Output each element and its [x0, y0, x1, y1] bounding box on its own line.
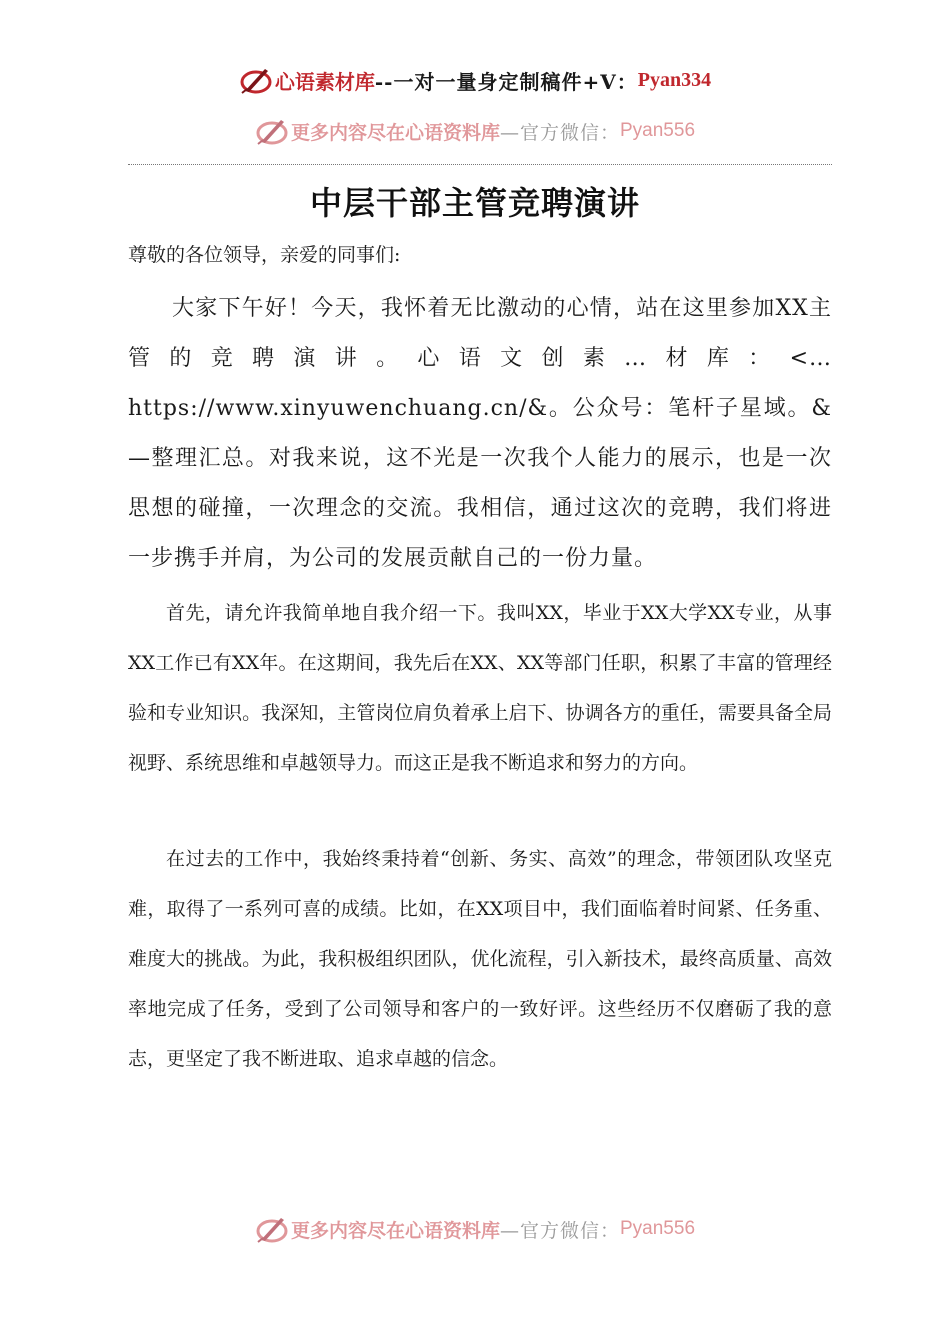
footer-promo-lead: 更多内容尽在心语资料库 [290, 1219, 500, 1242]
quill-pen-logo-icon [255, 116, 289, 146]
quill-pen-logo-icon [255, 1214, 289, 1244]
footer-promo-wechat-id: Pyan556 [620, 1218, 696, 1239]
paragraph-intro: 大家下午好！今天，我怀着无比激动的心情，站在这里参加XX主管的竞聘演讲。心语文创素…材库：<…https://www.xinyuwenchuang.cn/&。公众号：笔杆子星域。&—整理汇总。对我来说，这不光是一次我个人能力的展示，也是一次思想的碰撞，一次理念的交流。我相信，通过这次的竞聘，我们将进一步携手并肩，为公司的发展贡献自己的一份力量。 [128, 296, 832, 571]
paragraph-self-introduction: 首先，请允许我简单地自我介绍一下。我叫XX，毕业于XX大学XX专业，从事XX工作已有XX年。在这期间，我先后在XX、XX等部门任职，积累了丰富的管理经验和专业知识。我深知，主管岗位肩负着承上启下、协调各方的重任，需要具备全局视野、系统思维和卓越领导力。而这正是我不断追求和努力的方向。 [128, 602, 832, 774]
header-promo-line [0, 114, 950, 148]
promo-wechat-id: Pyan556 [620, 120, 696, 141]
brand-slogan: --一对一量身定制稿件+V： [374, 69, 638, 94]
promo-lead: 更多内容尽在心语资料库 [290, 121, 500, 144]
promo-middle: —官方微信： [499, 121, 620, 144]
brand-name: 心语素材库 [274, 69, 375, 94]
paragraph-achievements: 在过去的工作中，我始终秉持着“创新、务实、高效”的理念，带领团队攻坚克难，取得了一系列可喜的成绩。比如，在XX项目中，我们面临着时间紧、任务重、难度大的挑战。为此，我积极组织团队，优化流程，引入新技术，最终高质量、高效率地完成了任务，受到了公司领导和客户的一致好评。这些经历不仅磨砺了我的意志，更坚定了我不断进取、追求卓越的信念。 [128, 848, 832, 1070]
contact-id: Pyan334 [637, 68, 712, 91]
quill-pen-logo-icon [239, 65, 273, 95]
header-brand-line [0, 62, 950, 98]
header-divider [128, 164, 832, 165]
footer-promo-line [0, 1212, 950, 1246]
salutation: 尊敬的各位领导，亲爱的同事们: [128, 244, 401, 266]
document-title: 中层干部主管竞聘演讲 [309, 184, 640, 222]
footer-promo-middle: —官方微信： [499, 1219, 620, 1242]
